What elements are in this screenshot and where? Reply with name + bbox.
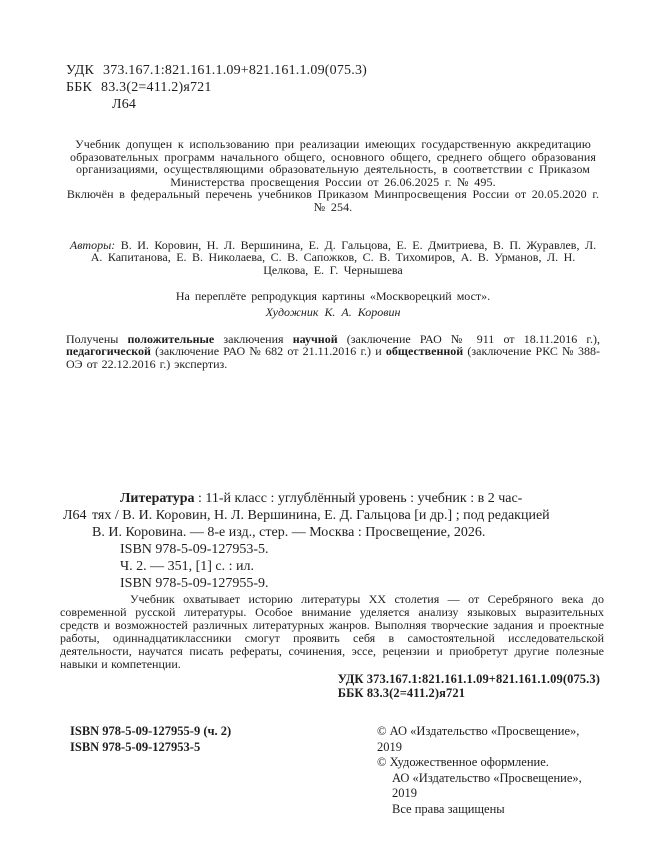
artist-credit: Художник К. А. Коровин — [265, 304, 401, 319]
isbn-part-2: ISBN 978-5-09-127955-9 (ч. 2) — [70, 724, 232, 739]
classification-footer — [338, 673, 600, 700]
udk-footer-line: УДК 373.167.1:821.161.1.09+821.161.1.09(075.3) — [337, 672, 600, 687]
cover-note: На переплёте репродукция картины «Москворецкий мост». — [175, 289, 491, 304]
book-code: Л64 — [112, 97, 137, 112]
bbk-label: ББК — [66, 80, 93, 95]
expertise-paragraph: Получены положительные заключения научной (заключение РАО № 911 от 18.11.2016 г.), педагогической (заключение РАО № 682 от 21.11.2016 г.) и общественной (заключение РКС № 388-ОЭ от 22.12.2016 г.) экспертиз. — [66, 331, 600, 372]
imprint-footer — [66, 724, 600, 817]
federal-list-paragraph: Включён в федеральный перечень учебников Приказом Минпросвещения России от 20.05.2020 г. № 254. — [66, 187, 600, 214]
biblio-line-1: Литература : 11-й класс : углублённый уровень : учебник : в 2 час- — [120, 491, 523, 506]
biblio-line-3: В. И. Коровина. — 8-е изд., стер. — Москва : Просвещение, 2026. — [92, 525, 486, 540]
bbk-line — [66, 79, 600, 96]
classification-block — [66, 62, 600, 113]
biblio-line-2: тях / В. И. Коровин, Н. Л. Вершинина, Е. Д. Гальцова [и др.] ; под редакцией — [92, 508, 550, 523]
copyright-block — [377, 724, 600, 817]
copyright-line-1: © АО «Издательство «Просвещение», 2019 — [377, 724, 580, 754]
udk-line — [66, 62, 600, 79]
biblio-isbn-line-2: ISBN 978-5-09-127955-9. — [120, 576, 269, 591]
authors-paragraph: Авторы: В. И. Коровин, Н. Л. Вершинина, Е. Д. Гальцова, Е. Е. Дмитриева, В. П. Журавлев, Л. А. Капитанова, Е. В. Николаева, С. В. Сапожков, С. В. Тихомиров, А. В. Урманов, Л. Н. Целкова, Е. Г. Чернышева — [69, 237, 597, 277]
upper-content — [66, 0, 600, 371]
hanging-book-code: Л64 — [63, 508, 87, 523]
biblio-part-line: Ч. 2. — 351, [1] с. : ил. — [120, 559, 255, 574]
copyright-line-2: © Художественное оформление. — [377, 755, 549, 770]
isbn-main: ISBN 978-5-09-127953-5 — [70, 739, 201, 754]
admission-paragraph: Учебник допущен к использованию при реализации имеющих государственную аккредитацию образовательных программ начального общего, основного общего, среднего общего образования организациями, осуществляющими образовательную деятельность, в соответствии с Приказом Министерства просвещения России от 26.06.2025 г. № 495. — [69, 137, 597, 189]
lower-content — [60, 490, 604, 817]
bbk-value: 83.3(2=411.2)я721 — [101, 80, 212, 95]
copyright-line-3: АО «Издательство «Просвещение», 2019 — [392, 770, 582, 801]
annotation-paragraph: Учебник охватывает историю литературы XX столетия — от Серебряного века до современной русской литературы. Особое внимание уделяется анализу языковых выразительных средств и возможностей различных литературных жанров. Выполняя творческие задания и проектные работы, одиннадцатиклассники смогут проявить себя в самостоятельной исследовательской деятельности, научатся писать рефераты, сочинения, эссе, рецензии и приобретут другие полезные навыки и компетенции. — [60, 592, 604, 671]
udk-value: 373.167.1:821.161.1.09+821.161.1.09(075.3) — [103, 63, 368, 78]
udk-label: УДК — [66, 63, 94, 78]
bbk-footer-line: ББК 83.3(2=411.2)я721 — [337, 685, 466, 700]
bibliographic-entry — [63, 490, 600, 592]
biblio-isbn-line: ISBN 978-5-09-127953-5. — [120, 542, 269, 557]
copyright-line-4: Все права защищены — [392, 801, 505, 816]
isbn-block — [66, 724, 377, 817]
